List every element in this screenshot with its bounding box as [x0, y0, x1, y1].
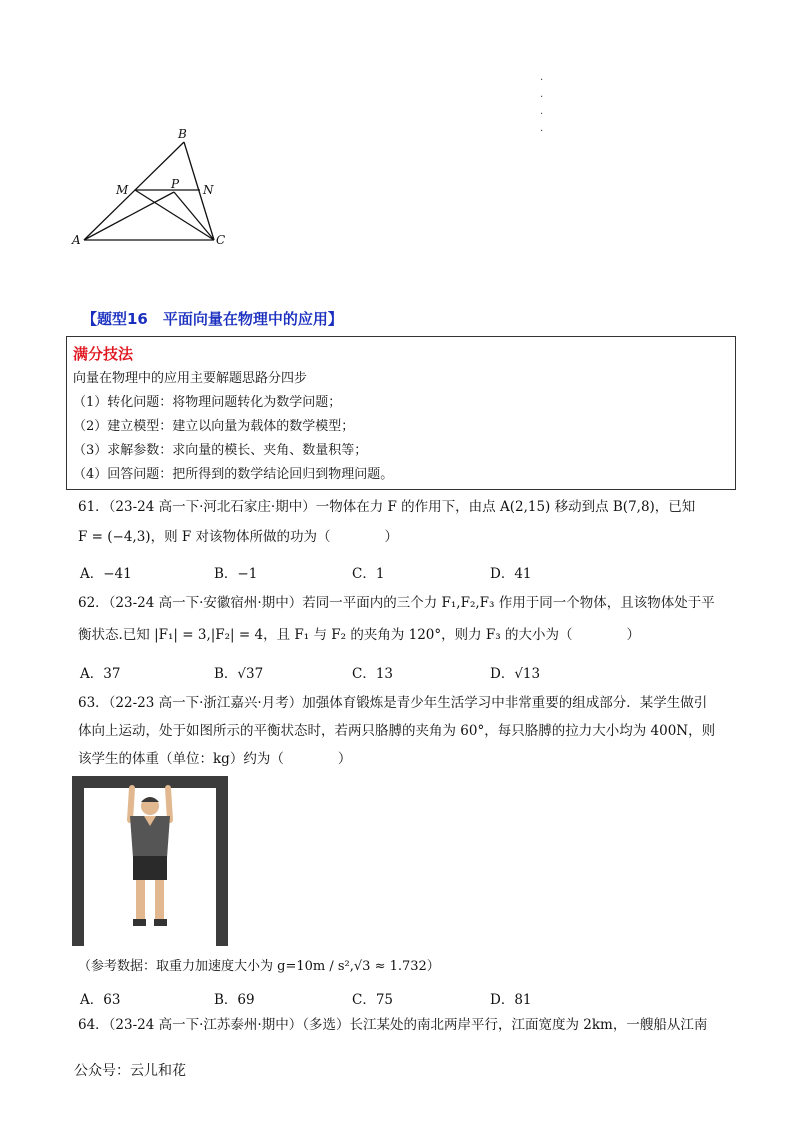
- box-line-step2: （2）建立模型：建立以向量为载体的数学模型；: [73, 419, 355, 434]
- q62-option-b: B．√37: [214, 666, 264, 682]
- label-N: N: [203, 183, 214, 197]
- bar-top: [72, 776, 228, 788]
- q62-option-d: D．√13: [490, 666, 541, 682]
- label-P: P: [171, 177, 180, 191]
- box-title: 满分技法: [73, 345, 134, 363]
- label-C: C: [216, 233, 226, 247]
- q63-option-c: C．75: [352, 992, 394, 1008]
- q61-option-d: D．41: [490, 566, 532, 582]
- q62-line2: 衡状态.已知 |F₁| = 3,|F₂| = 4，且 F₁ 与 F₂ 的夹角为 120°，则力 F₃ 的大小为（ ）: [78, 627, 640, 643]
- label-A: A: [72, 233, 81, 247]
- post-right: [216, 776, 228, 946]
- q61-option-c: C．1: [352, 566, 385, 582]
- q63-option-d: D．81: [490, 992, 532, 1008]
- segment-MC: [135, 190, 214, 240]
- q63-line3: 该学生的体重（单位：kg）约为（ ）: [78, 751, 352, 767]
- box-line-step1: （1）转化问题：将物理问题转化为数学问题；: [73, 395, 342, 410]
- section-heading: 【题型16 平面向量在物理中的应用】: [82, 310, 343, 328]
- segment-PC: [174, 192, 214, 240]
- post-left: [72, 776, 84, 946]
- q61-line2: F = (−4,3)，则 F 对该物体所做的功为（ ）: [78, 529, 399, 545]
- edge-AB: [84, 142, 184, 240]
- box-line-intro: 向量在物理中的应用主要解题思路分四步: [73, 371, 308, 386]
- q63-reference-data: （参考数据：取重力加速度大小为 g=10m / s²,√3 ≈ 1.732）: [78, 959, 440, 974]
- box-line-step4: （4）回答问题：把所得到的数学结论回归到物理问题。: [73, 467, 394, 482]
- q63-line1: 63．（22-23 高一下·浙江嘉兴·月考）加强体育锻炼是青少年生活学习中非常重要的组成部分．某学生做引: [78, 695, 708, 711]
- q61-option-b: B．−1: [214, 566, 258, 582]
- q63-option-b: B．69: [214, 992, 255, 1008]
- decorative-dots: · · · ·: [540, 75, 544, 137]
- q61-line1: 61．（23-24 高一下·河北石家庄·期中）一物体在力 F 的作用下，由点 A(2,15) 移动到点 B(7,8)，已知: [78, 499, 696, 515]
- q63-line2: 体向上运动，处于如图所示的平衡状态时，若两只胳膊的夹角为 60°，每只胳膊的拉力大小均为 400N，则: [78, 723, 716, 739]
- q62-option-a: A．37: [80, 666, 121, 682]
- pull-up-figure: [72, 776, 228, 946]
- q62-option-c: C．13: [352, 666, 394, 682]
- q64-line1: 64．（23-24 高一下·江苏泰州·期中）（多选）长江某处的南北两岸平行，江面宽度为 2km，一艘船从江南: [78, 1017, 708, 1033]
- segment-AP: [84, 192, 174, 240]
- box-line-step3: （3）求解参数：求向量的模长、夹角、数量积等；: [73, 443, 368, 458]
- q61-option-a: A．−41: [80, 566, 132, 582]
- technique-box: [66, 336, 736, 490]
- footer-account: 公众号：云儿和花: [74, 1063, 186, 1079]
- label-M: M: [116, 183, 129, 197]
- label-B: B: [178, 127, 187, 141]
- q62-line1: 62．（23-24 高一下·安徽宿州·期中）若同一平面内的三个力 F₁,F₂,F₃ 作用于同一个物体，且该物体处于平: [78, 595, 715, 611]
- triangle-figure: [60, 120, 250, 260]
- q63-option-a: A．63: [80, 992, 121, 1008]
